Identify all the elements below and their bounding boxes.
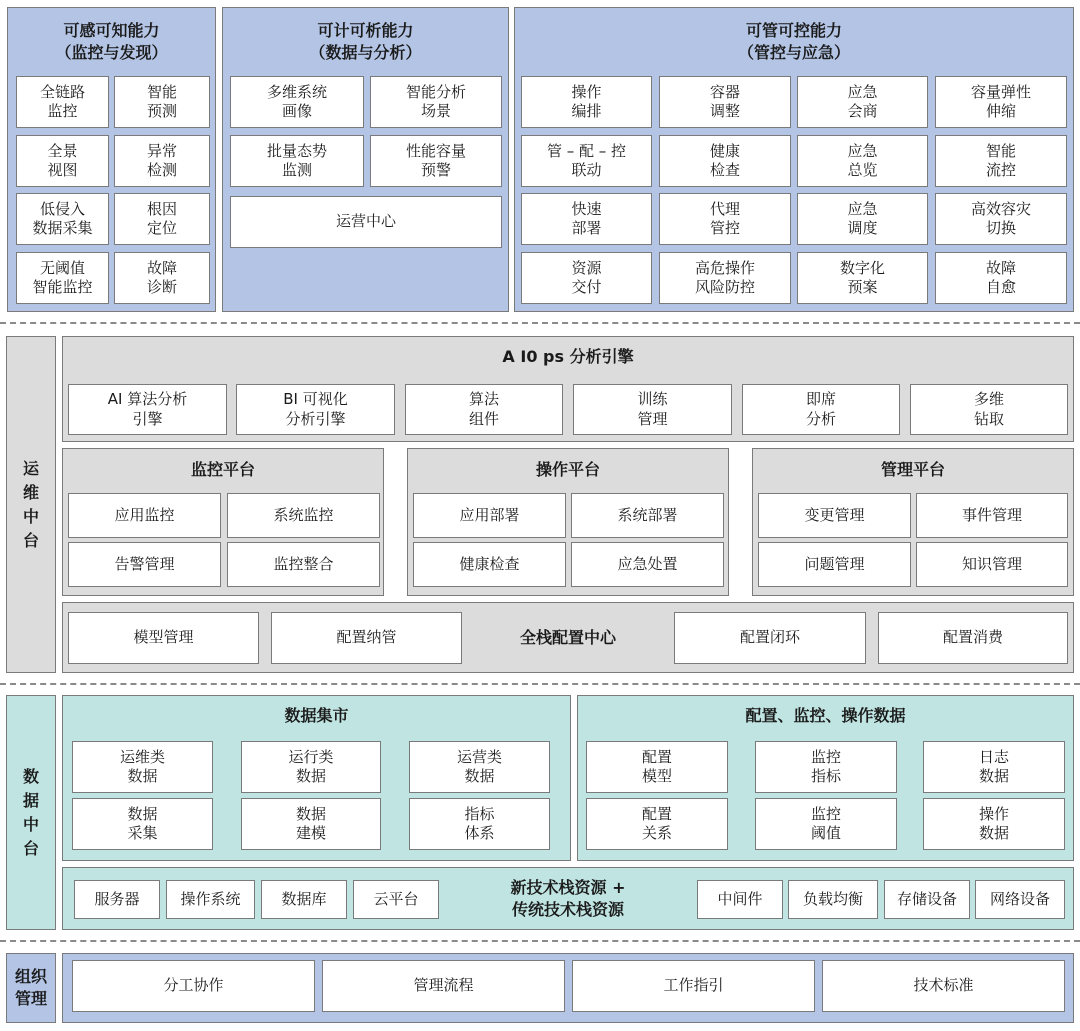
config-center-item: 模型管理 (68, 612, 259, 664)
management-platform-item: 知识管理 (916, 542, 1068, 587)
org-management-item: 分工协作 (72, 960, 315, 1012)
config-monitor-operation-data-item: 配置 关系 (586, 798, 728, 850)
perceive-title: 可感可知能力 （监控与发现） (55, 21, 168, 62)
analyze-item: 智能分析 场景 (370, 76, 502, 128)
config-center-item: 配置闭环 (674, 612, 866, 664)
section-divider (0, 322, 1080, 324)
config-monitor-operation-data-item: 操作 数据 (923, 798, 1065, 850)
control-item: 快速 部署 (521, 193, 652, 245)
data-mart-title: 数据集市 (284, 706, 349, 726)
resource-item: 中间件 (697, 880, 783, 919)
resource-item: 负载均衡 (788, 880, 878, 919)
perceive-item: 全链路 监控 (16, 76, 109, 128)
data-mart-item: 指标 体系 (409, 798, 550, 850)
ops-platform-label: 运 维 中 台 (6, 336, 56, 673)
analyze-item: 多维系统 画像 (230, 76, 364, 128)
aiops-item: 即席 分析 (742, 384, 900, 435)
resources-title: 新技术栈资源 + 传统技术栈资源 (510, 878, 626, 919)
config-center-item: 配置消费 (878, 612, 1068, 664)
data-mart-item: 数据 建模 (241, 798, 381, 850)
control-item: 容量弹性 伸缩 (935, 76, 1067, 128)
control-item: 代理 管控 (659, 193, 791, 245)
control-item: 管 – 配 – 控 联动 (521, 135, 652, 187)
perceive-item: 异常 检测 (114, 135, 210, 187)
config-monitor-operation-data-item: 日志 数据 (923, 741, 1065, 793)
operation-platform-title: 操作平台 (535, 460, 600, 480)
analyze-item: 批量态势 监测 (230, 135, 364, 187)
data-platform-label: 数 据 中 台 (6, 695, 56, 930)
config-center-item: 配置纳管 (271, 612, 462, 664)
control-item: 故障 自愈 (935, 252, 1067, 304)
analyze-item: 性能容量 预警 (370, 135, 502, 187)
org-management-item: 管理流程 (322, 960, 565, 1012)
control-item: 智能 流控 (935, 135, 1067, 187)
control-item: 高危操作 风险防控 (659, 252, 791, 304)
resource-item: 存储设备 (884, 880, 970, 919)
perceive-item: 智能 预测 (114, 76, 210, 128)
operation-center-box: 运营中心 (230, 196, 502, 248)
resource-item: 服务器 (74, 880, 160, 919)
monitor-platform-item: 系统监控 (227, 493, 380, 538)
control-item: 应急 调度 (797, 193, 928, 245)
operation-platform-item: 应急处置 (571, 542, 724, 587)
control-item: 应急 总览 (797, 135, 928, 187)
section-divider (0, 683, 1080, 685)
perceive-item: 全景 视图 (16, 135, 109, 187)
data-mart-item: 运行类 数据 (241, 741, 381, 793)
perceive-item: 故障 诊断 (114, 252, 210, 304)
config-center-title: 全栈配置中心 (519, 628, 616, 648)
management-platform-item: 变更管理 (758, 493, 911, 538)
org-management-item: 工作指引 (572, 960, 815, 1012)
aiops-item: 训练 管理 (573, 384, 732, 435)
monitor-platform-item: 告警管理 (68, 542, 221, 587)
control-item: 容器 调整 (659, 76, 791, 128)
analyze-title: 可计可析能力 （数据与分析） (309, 21, 422, 62)
resource-item: 网络设备 (975, 880, 1065, 919)
org-management-label: 组织 管理 (6, 953, 56, 1023)
control-item: 应急 会商 (797, 76, 928, 128)
org-management-item: 技术标准 (822, 960, 1065, 1012)
config-monitor-operation-data-item: 监控 阈值 (755, 798, 897, 850)
perceive-item: 低侵入 数据采集 (16, 193, 109, 245)
data-mart-item: 运维类 数据 (72, 741, 213, 793)
perceive-item: 无阈值 智能监控 (16, 252, 109, 304)
management-platform-title: 管理平台 (880, 460, 945, 480)
config-monitor-operation-data-item: 监控 指标 (755, 741, 897, 793)
config-monitor-operation-data-item: 配置 模型 (586, 741, 728, 793)
aiops-item: 多维 钻取 (910, 384, 1068, 435)
control-title: 可管可控能力 （管控与应急） (737, 21, 850, 62)
control-item: 资源 交付 (521, 252, 652, 304)
resource-item: 数据库 (261, 880, 347, 919)
management-platform-item: 事件管理 (916, 493, 1068, 538)
control-item: 健康 检查 (659, 135, 791, 187)
monitor-platform-item: 监控整合 (227, 542, 380, 587)
control-item: 操作 编排 (521, 76, 652, 128)
aiops-item: BI 可视化 分析引擎 (236, 384, 395, 435)
management-platform-item: 问题管理 (758, 542, 911, 587)
operation-platform-item: 健康检查 (413, 542, 566, 587)
operation-platform-item: 应用部署 (413, 493, 566, 538)
monitor-platform-title: 监控平台 (190, 460, 255, 480)
resource-item: 云平台 (353, 880, 439, 919)
monitor-platform-item: 应用监控 (68, 493, 221, 538)
aiops-title: A I0 ps 分析引擎 (502, 347, 634, 367)
data-mart-item: 数据 采集 (72, 798, 213, 850)
aiops-item: AI 算法分析 引擎 (68, 384, 227, 435)
config-monitor-operation-data-title: 配置、监控、操作数据 (745, 706, 906, 726)
section-divider (0, 940, 1080, 942)
control-item: 高效容灾 切换 (935, 193, 1067, 245)
operation-platform-item: 系统部署 (571, 493, 724, 538)
perceive-item: 根因 定位 (114, 193, 210, 245)
control-item: 数字化 预案 (797, 252, 928, 304)
data-mart-item: 运营类 数据 (409, 741, 550, 793)
resource-item: 操作系统 (166, 880, 255, 919)
aiops-item: 算法 组件 (405, 384, 563, 435)
